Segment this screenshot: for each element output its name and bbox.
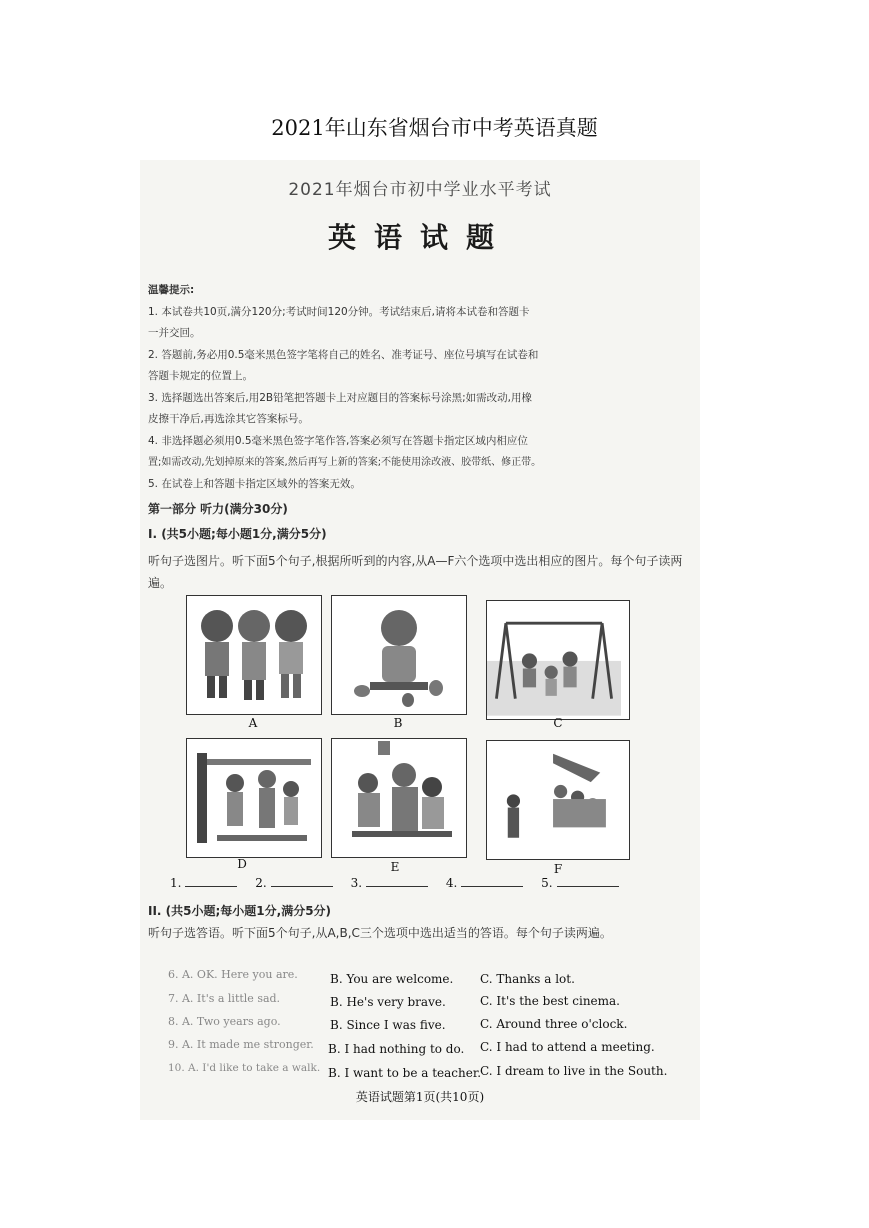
- blank-number: 5.: [541, 876, 553, 890]
- option-c: C. I had to attend a meeting.: [480, 1040, 655, 1054]
- notice-line: 皮擦干净后,再选涂其它答案标号。: [148, 413, 309, 425]
- picture-a: [186, 595, 322, 715]
- children-illustration: [187, 596, 321, 714]
- option-c: C. Around three o'clock.: [480, 1017, 628, 1031]
- swings-illustration: [487, 601, 621, 719]
- option-b: B. I had nothing to do.: [328, 1042, 465, 1056]
- picture-label: F: [553, 862, 563, 876]
- blank-number: 3.: [350, 876, 363, 890]
- notice-line: 4. 非选择题必须用0.5毫米黑色签字笔作答,答案必须写在答题卡指定区域内相应位: [148, 434, 528, 447]
- notice-line: 3. 选择题选出答案后,用2B铅笔把答题卡上对应题目的答案标号涂黑;如需改动,用橡: [148, 391, 532, 404]
- option-a: 10. A. I'd like to take a walk.: [168, 1062, 321, 1074]
- option-a: 6. A. OK. Here you are.: [168, 968, 298, 981]
- picture-f: [486, 740, 630, 860]
- answer-blank[interactable]: [557, 876, 619, 887]
- notice-line: 5. 在试卷上和答题卡指定区域外的答案无效。: [148, 477, 361, 490]
- scanned-exam-page: [140, 160, 700, 1120]
- answer-blank[interactable]: [366, 876, 428, 887]
- option-c: C. It's the best cinema.: [480, 994, 620, 1008]
- section2-title: II. (共5小题;每小题1分,满分5分): [148, 904, 332, 918]
- part1-heading: 第一部分 听力(满分30分): [148, 502, 288, 516]
- notice-heading: 温馨提示:: [148, 284, 195, 296]
- notice-line: 置;如需改动,先划掉原来的答案,然后再写上新的答案;不能使用涂改液、胶带纸、修正带。: [148, 457, 542, 468]
- option-c: C. Thanks a lot.: [480, 972, 575, 986]
- section2-instruction: 听句子选答语。听下面5个句子,从A,B,C三个选项中选出适当的答语。每个句子读两遍。: [148, 926, 612, 940]
- answer-blank[interactable]: [185, 876, 237, 887]
- notice-block: [148, 280, 693, 495]
- document-title: 2021年山东省烟台市中考英语真题: [271, 116, 598, 140]
- blank-number: 4.: [445, 876, 458, 890]
- exam-header: 2021年烟台市初中学业水平考试: [288, 180, 552, 200]
- option-a: 8. A. Two years ago.: [168, 1015, 281, 1028]
- option-b: B. Since I was five.: [330, 1018, 446, 1032]
- option-b: B. You are welcome.: [330, 972, 454, 986]
- door-illustration: [187, 739, 321, 857]
- page-footer: 英语试题第1页(共10页): [355, 1090, 485, 1104]
- answer-blanks: [170, 876, 633, 890]
- picture-d: [186, 738, 322, 858]
- blank-number: 1.: [170, 876, 182, 890]
- blank-number: 2.: [255, 876, 267, 890]
- picture-label: B: [393, 716, 403, 730]
- option-b: B. I want to be a teacher.: [328, 1066, 482, 1080]
- picture-label: D: [237, 857, 247, 871]
- notice-line: 2. 答题前,务必用0.5毫米黑色签字笔将自己的姓名、准考证号、座位号填写在试卷和: [148, 348, 539, 361]
- notice-line: 答题卡规定的位置上。: [148, 370, 253, 382]
- girl-pottery-illustration: [332, 596, 466, 714]
- picture-label: E: [390, 860, 400, 874]
- option-a: 9. A. It made me stronger.: [168, 1038, 314, 1051]
- race-illustration: [487, 741, 621, 859]
- option-b: B. He's very brave.: [330, 995, 446, 1009]
- answer-blank[interactable]: [461, 876, 523, 887]
- adults-illustration: [332, 739, 466, 857]
- option-a: 7. A. It's a little sad.: [168, 992, 281, 1005]
- picture-b: [331, 595, 467, 715]
- picture-label: A: [248, 716, 258, 730]
- picture-label: C: [553, 716, 563, 730]
- section1-instruction: 听句子选图片。听下面5个句子,根据所听到的内容,从A—F六个选项中选出相应的图片。每个句子读两遍。: [148, 554, 683, 590]
- notice-line: 一并交回。: [148, 327, 201, 339]
- section1-title: I. (共5小题;每小题1分,满分5分): [148, 527, 327, 541]
- option-c: C. I dream to live in the South.: [480, 1064, 668, 1078]
- picture-e: [331, 738, 467, 858]
- notice-line: 1. 本试卷共10页,满分120分;考试时间120分钟。考试结束后,请将本试卷和答题卡: [148, 305, 530, 318]
- answer-blank[interactable]: [271, 876, 333, 887]
- exam-title: 英语试题: [327, 221, 512, 254]
- picture-c: [486, 600, 630, 720]
